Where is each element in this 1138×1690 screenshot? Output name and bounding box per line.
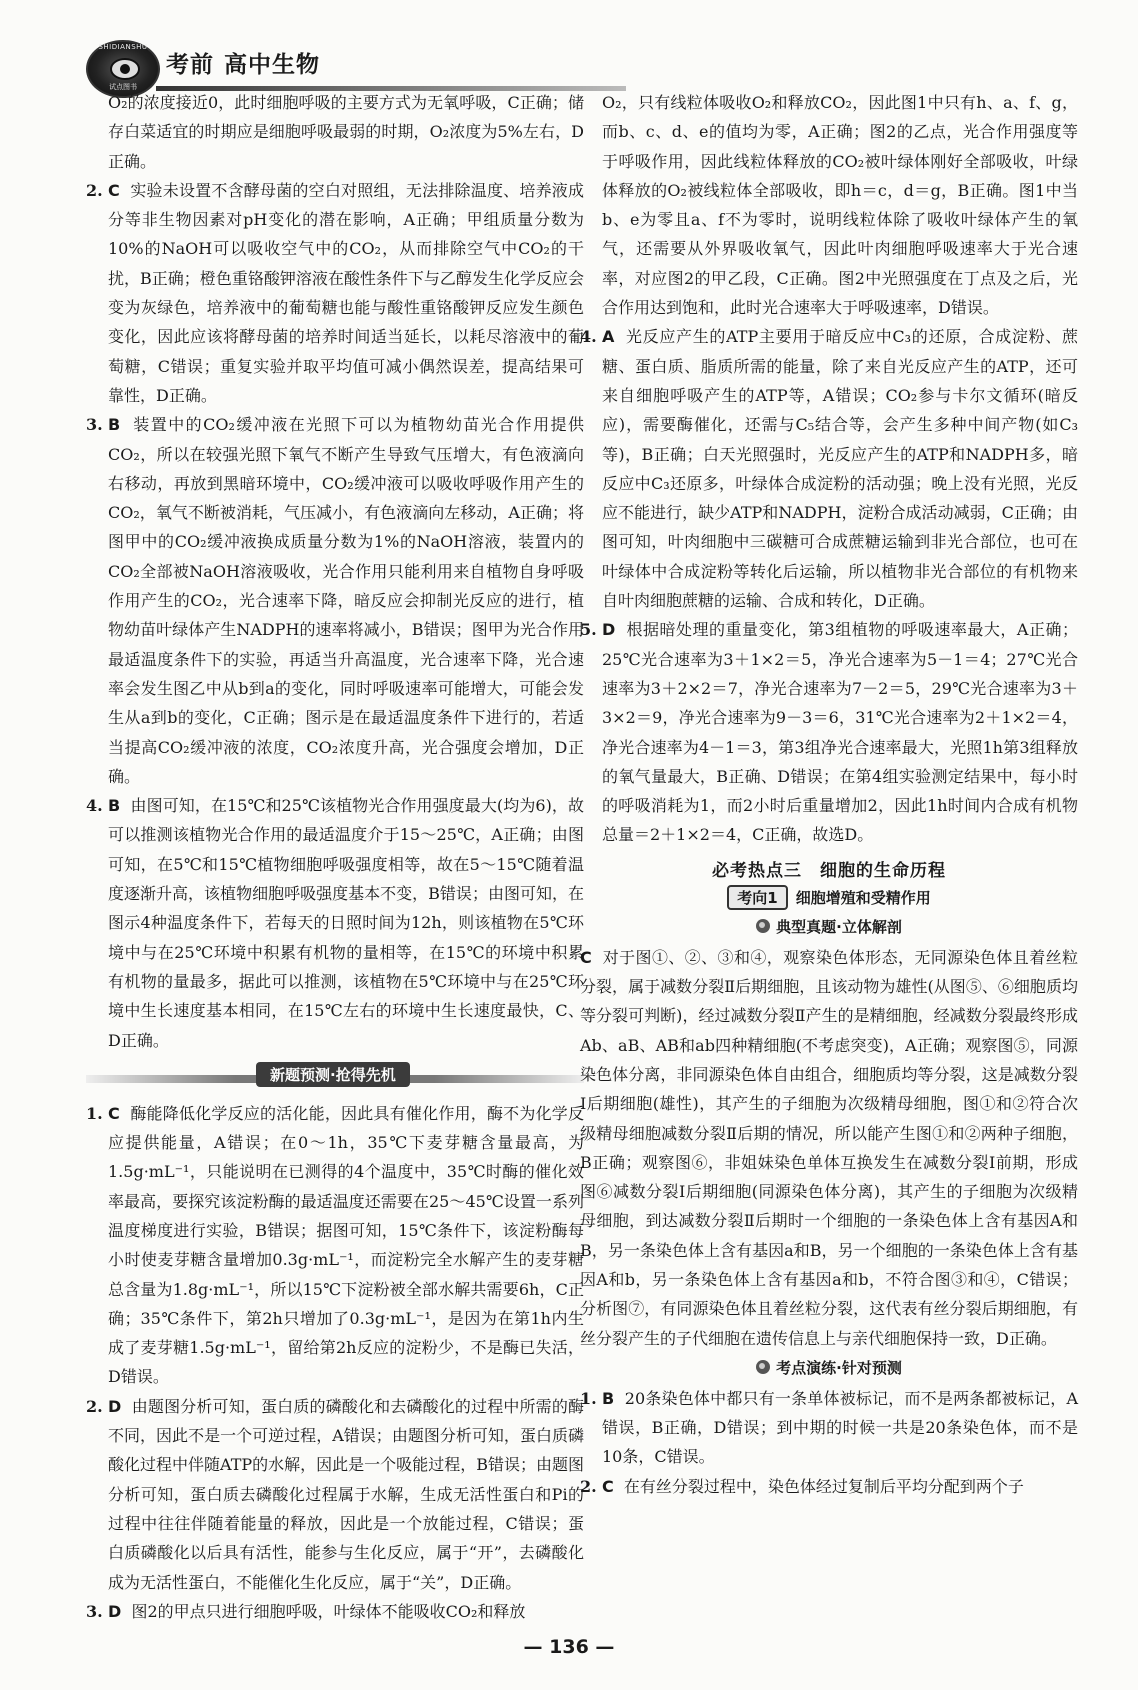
answer-text: 由图可知，在15℃和25℃该植物光合作用强度最大(均为6)，故可以推测该植物光合作用的最适温度介于15～25℃，A正确；由图可知，在5℃和15℃植物细胞呼吸强度相等，故在5～15℃随着温度逐渐升高，该植物细胞呼吸强度基本不变，B错误；由图可知，在图示4种温度条件下，若每天的日照时间为12h，则该植物在5℃环境中与在25℃环境中积累有机物的量相等，在15℃的环境中积累有机物的量最多，据此可以推测，该植物在5℃环境中与在25℃环境中生长速度基本相同，在15℃左右的环境中生长速度最快，C、D正确。 (108, 796, 584, 1050)
answer-item (86, 1099, 584, 1392)
item-number: 1. (580, 1388, 597, 1408)
title-prefix: 考前 (166, 52, 214, 78)
answer-letter: A (602, 327, 615, 347)
bullet-icon (756, 1360, 770, 1374)
answer-letter: C (108, 1103, 120, 1123)
answer-letter: C (580, 947, 592, 967)
answer-item (580, 1472, 1078, 1501)
answer-item (86, 410, 584, 791)
answer-text: 酶能降低化学反应的活化能，因此具有催化作用，酶不为化学反应提供能量，A错误；在0～1h，35℃下麦芽糖含量最高，为1.5g·mL⁻¹，只能说明在已测得的4个温度中，35℃时酶的催化效率最高，要探究该淀粉酶的最适温度还需要在25～45℃设置一系列温度梯度进行实验，B错误；据图可知，15℃条件下，该淀粉酶每小时使麦芽糖含量增加0.3g·mL⁻¹，而淀粉完全水解产生的麦芽糖总含量为1.8g·mL⁻¹，所以15℃下淀粉被全部水解共需要6h，C正确；35℃条件下，第2h只增加了0.3g·mL⁻¹，是因为在第1h内生成了麦芽糖1.5g·mL⁻¹，留给第2h反应的淀粉少，不是酶已失活，D错误。 (108, 1103, 584, 1387)
answer-letter: D (602, 620, 616, 640)
item-number: 2. (86, 180, 103, 200)
answer-text: 图2的甲点只进行细胞呼吸，叶绿体不能吸收CO₂和释放 (131, 1601, 526, 1621)
page-number: — 136 — (523, 1636, 615, 1658)
left-column (86, 88, 584, 1626)
topic-heading (580, 885, 1078, 910)
answer-letter: D (108, 1601, 122, 1621)
answer-item (580, 615, 1078, 849)
bullet-icon (756, 919, 770, 933)
sub-banner (580, 916, 1078, 937)
answer-text: 光反应产生的ATP主要用于暗反应中C₃的还原，合成淀粉、蔗糖、蛋白质、脂质所需的能量，除了来自光反应产生的ATP，还可来自细胞呼吸产生的ATP等，A错误；CO₂参与卡尔文循环(暗反应)，需要酶催化，还需与C₅结合等，会产生多种中间产物(如C₃等)，B正确；白天光照强时，光反应产生的ATP和NADPH多，暗反应中C₃还原多，叶绿体合成淀粉的活动强；晚上没有光照，光反应不能进行，缺少ATP和NADPH，淀粉合成活动减弱，C正确；由图可知，叶肉细胞中三碳糖可合成蔗糖运输到非光合部位，也可在叶绿体中合成淀粉等转化后运输，所以植物非光合部位的有机物来自叶肉细胞蔗糖的运输、合成和转化，D正确。 (602, 327, 1079, 611)
answer-item (86, 1597, 584, 1626)
answer-text: 20条染色体中都只有一条单体被标记，而不是两条都被标记，A错误，B正确，D错误；到中期的时候一共是20条染色体，而不是10条，C错误。 (602, 1388, 1079, 1467)
sub-banner (580, 1357, 1078, 1378)
answer-text: 装置中的CO₂缓冲液在光照下可以为植物幼苗光合作用提供CO₂，所以在较强光照下氧气不断产生导致气压增大，有色液滴向右移动，再放到黑暗环境中，CO₂缓冲液可以吸收呼吸作用产生的CO₂，氧气不断被消耗，气压减小，有色液滴向左移动，A正确；将图甲中的CO₂缓冲液换成质量分数为1%的NaOH溶液，装置内的CO₂全部被NaOH溶液吸收，光合作用只能利用来自植物自身呼吸作用产生的CO₂，光合速率下降，暗反应会抑制光反应的进行，植物幼苗叶绿体产生NADPH的速率将减小，B错误；图甲为光合作用最适温度条件下的实验，再适当升高温度，光合速率下降，光合速率会发生图乙中从b到a的变化，同时呼吸速率可能增大，可能会发生从a到b的变化，C正确；图示是在最适温度条件下进行的，若适当提高CO₂缓冲液的浓度，CO₂浓度升高，光合强度会增加，D正确。 (108, 415, 585, 786)
answer-text: 根据暗处理的重量变化，第3组植物的呼吸速率最大，A正确；25℃光合速率为3＋1×2＝5，净光合速率为5－1＝4；27℃光合速率为3＋2×2＝7，净光合速率为7－2＝5，29℃光合速率为3＋3×2＝9，净光合速率为9－3＝6，31℃光合速率为2＋1×2＝4，净光合速率为4－1＝3，第3组净光合速率最大，光照1h第3组释放的氧气量最大，B正确、D错误；在第4组实验测定结果中，每小时的呼吸消耗为1，而2小时后重量增加2，因此1h时间内合成有机物总量＝2＋1×2＝4，C正确，故选D。 (602, 620, 1078, 845)
section-banner (86, 1061, 584, 1095)
item-number: 4. (86, 796, 103, 816)
section-title (580, 856, 1078, 881)
item-number: 4. (580, 327, 597, 347)
answer-letter: D (108, 1396, 122, 1416)
brand-bottom-text: 试点图书 (109, 83, 137, 91)
answer-item (86, 791, 584, 1055)
header-title (166, 46, 320, 79)
right-column (580, 88, 1078, 1501)
item-number: 1. (86, 1103, 103, 1123)
answer-letter: C (602, 1476, 614, 1496)
answer-item (580, 1384, 1078, 1472)
answer-item (86, 176, 584, 410)
item-number: 2. (580, 1476, 597, 1496)
item-number: 3. (86, 1601, 103, 1621)
answer-letter: C (108, 180, 120, 200)
answer-paragraph (580, 943, 1078, 1353)
section-title-text: 细胞的生命历程 (820, 860, 946, 881)
answer-text: 由题图分析可知，蛋白质的磷酸化和去磷酸化的过程中所需的酶不同，因此不是一个可逆过程，A错误；由题图分析可知，蛋白质磷酸化过程中伴随ATP的水解，因此是一个吸能过程，B错误；由题图分析可知，蛋白质去磷酸化过程属于水解，生成无活性蛋白和Pi的过程中往往伴随着能量的释放，因此是一个放能过程，C错误；蛋白质磷酸化以后具有活性，能参与生化反应，属于“开”，去磷酸化成为无活性蛋白，不能催化生化反应，属于“关”，D正确。 (108, 1396, 584, 1592)
item-number: 5. (580, 620, 597, 640)
section-title-label: 必考热点三 (712, 860, 802, 881)
answer-letter: B (602, 1388, 615, 1408)
continued-text: O₂，只有线粒体吸收O₂和释放CO₂，因此图1中只有h、a、f、g，而b、c、d、e的值均为零，A正确；图2的乙点，光合作用强度等于呼吸作用，因此线粒体释放的CO₂被叶绿体刚好全部吸收，叶绿体释放的O₂被线粒体全部吸收，即h＝c，d＝g，B正确。图1中当b、e为零且a、f不为零时，说明线粒体除了吸收叶绿体产生的氧气，还需要从外界吸收氧气，因此叶肉细胞呼吸速率大于光合速率，对应图2的甲乙段，C正确。图2中光照强度在丁点及之后，光合作用达到饱和，此时光合速率大于呼吸速率，D错误。 (602, 93, 1078, 318)
title-main: 高中生物 (224, 52, 320, 78)
answer-item (580, 322, 1078, 615)
item-number: 3. (86, 415, 103, 435)
continued-text: O₂的浓度接近0，此时细胞呼吸的主要方式为无氧呼吸，C正确；储存白菜适宜的时期应是细胞呼吸最弱的时期，O₂浓度为5%左右，D正确。 (108, 93, 584, 171)
topic-badge: 考向1 (727, 885, 787, 910)
answer-text: 实验未设置不含酵母菌的空白对照组，无法排除温度、培养液成分等非生物因素对pH变化的潜在影响，A正确；甲组质量分数为10%的NaOH可以吸收空气中的CO₂，从而排除空气中CO₂的干扰，B正确；橙色重铬酸钾溶液在酸性条件下与乙醇发生化学反应会变为灰绿色，培养液中的葡萄糖也能与酸性重铬酸钾反应发生颜色变化，因此应该将酵母菌的培养时间适当延长，以耗尽溶液中的葡萄糖，C错误；重复实验并取平均值可减小偶然误差，提高结果可靠性，D正确。 (108, 180, 584, 405)
answer-text: 对于图①、②、③和④，观察染色体形态，无同源染色体且着丝粒分裂，属于减数分裂Ⅱ后期细胞，且该动物为雄性(从图⑤、⑥细胞质均等分裂可判断)，经过减数分裂Ⅱ产生的是精细胞，经减数分裂最终形成Ab、aB、AB和ab四种精细胞(不考虑突变)，A正确；观察图⑤，同源染色体分离，非同源染色体自由组合，细胞质均等分裂，这是减数分裂Ⅰ后期细胞(雄性)，其产生的子细胞为次级精母细胞，图①和②符合次级精母细胞减数分裂Ⅱ后期的情况，所以能产生图①和②两种子细胞，B正确；观察图⑥，非姐妹染色单体互换发生在减数分裂Ⅰ前期，形成图⑥减数分裂Ⅰ后期细胞(同源染色体分离)，其产生的子细胞为次级精母细胞，到达减数分裂Ⅱ后期时一个细胞的一条染色体上含有基因A和B，另一条染色体上含有基因a和B，另一个细胞的一条染色体上含有基因A和b，另一条染色体上含有基因a和b，不符合图③和④，C错误；分析图⑦，有同源染色体且着丝粒分裂，这代表有丝分裂后期细胞，有丝分裂产生的子代细胞在遗传信息上与亲代细胞保持一致，D正确。 (580, 947, 1078, 1348)
answer-letter: B (108, 796, 121, 816)
answer-letter: B (108, 415, 121, 435)
sub-banner-text: 考点演练·针对预测 (776, 1358, 902, 1377)
answer-text: 在有丝分裂过程中，染色体经过复制后平均分配到两个子 (623, 1476, 1024, 1496)
banner-label: 新题预测·抢得先机 (256, 1062, 410, 1087)
topic-text: 细胞增殖和受精作用 (795, 888, 931, 907)
answer-item (86, 1392, 584, 1597)
brand-top-text: SHIDIANSHU (98, 43, 148, 51)
sub-banner-text: 典型真题·立体解剖 (776, 917, 902, 936)
item-number: 2. (86, 1396, 103, 1416)
eye-icon (110, 58, 140, 80)
